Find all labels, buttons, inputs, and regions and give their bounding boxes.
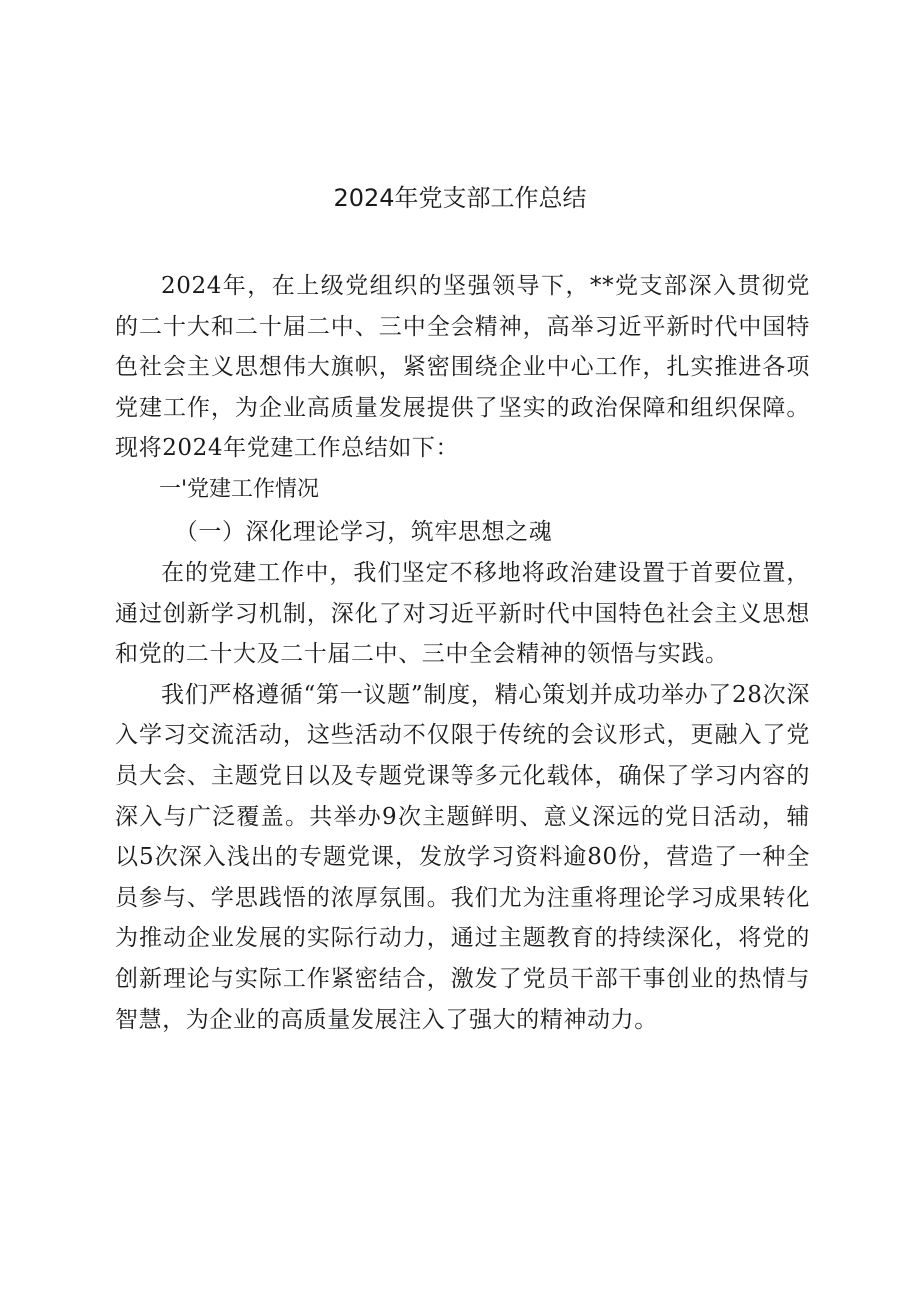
subsection-heading-1: （一）深化理论学习，筑牢思想之魂	[174, 518, 553, 545]
intro-paragraph: 2024年，在上级党组织的坚强领导下，**党支部深入贯彻党的二十大和二十届二中、三中全会精神，高举习近平新时代中国特色社会主义思想伟大旗帜，紧密围绕企业中心工作，扎实推进各项党建工作，为企业高质量发展提供了坚实的政治保障和组织保障。现将2024年党建工作总结如下：	[115, 273, 810, 462]
document-body	[115, 266, 810, 1040]
section1-paragraph-2: 我们严格遵循“第一议题”制度，精心策划并成功举办了28次深入学习交流活动，这些活动不仅限于传统的会议形式，更融入了党员大会、主题党日以及专题党课等多元化载体，确保了学习内容的深入与广泛覆盖。共举办9次主题鲜明、意义深远的党日活动，辅以5次深入浅出的专题党课，发放学习资料逾80份，营造了一种全员参与、学思践悟的浓厚氛围。我们尤为注重将理论学习成果转化为推动企业发展的实际行动力，通过主题教育的持续深化，将党的创新理论与实际工作紧密结合，激发了党员干部干事创业的热情与智慧，为企业的高质量发展注入了强大的精神动力。	[115, 681, 810, 1033]
document-title: 2024年党支部工作总结	[333, 184, 587, 212]
section1-paragraph-1: 在的党建工作中，我们坚定不移地将政治建设置于首要位置，通过创新学习机制，深化了对习近平新时代中国特色社会主义思想和党的二十大及二十届二中、三中全会精神的领悟与实践。	[115, 559, 810, 668]
section-heading-1: 一'党建工作情况	[159, 476, 320, 502]
